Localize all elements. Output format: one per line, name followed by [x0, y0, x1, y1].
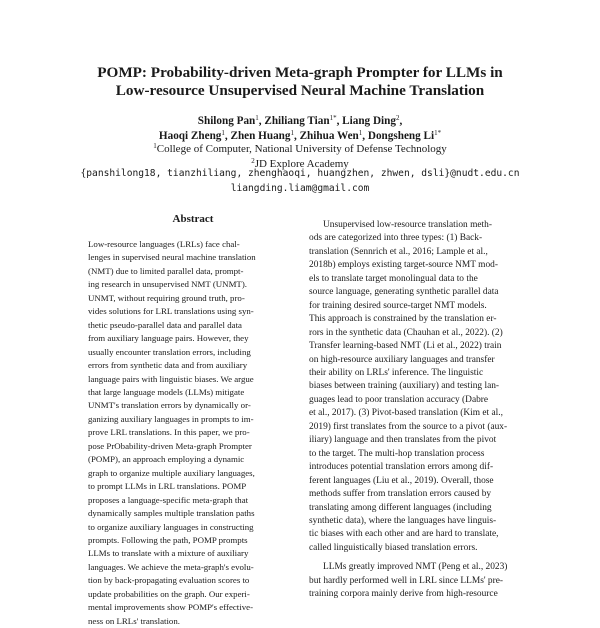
author-name: Dongsheng Li: [367, 130, 435, 142]
text-line: tion by back-propagating evaluation scores to: [88, 575, 250, 586]
text-line: to the target. The multi-hop translation process: [309, 448, 485, 459]
text-line: vides solutions for LRL translations using syn-: [88, 306, 254, 317]
abstract-text: [88, 238, 300, 628]
author-emails: {panshilong18, tianzhiliang, zhenghaoqi, huangzhen, zhwen, dsli}@nudt.edu.cn: [80, 168, 520, 179]
introduction-text: [309, 219, 524, 602]
text-line: ness on LRLs' translation.: [88, 615, 180, 626]
text-line: rors in the synthetic data (Chauhan et al., 2022). (2): [309, 327, 503, 338]
text-line: prove LRL translations. In this paper, we pro-: [88, 427, 250, 438]
author-list-line-1: Shilong Pan$^1$, Zhiliang Tian$^{1*}$, Liang Ding$^2$,: [197, 114, 403, 127]
paper-title-line-1: POMP: Probability-driven Meta-graph Prompter for LLMs in: [97, 64, 503, 81]
text-line: to prompt LLMs in LRL translations. POMP: [88, 481, 247, 492]
text-line: but hardly performed well in LRL since LLMs' pre-: [309, 575, 503, 586]
text-line: mental improvements show POMP's effective-: [88, 602, 254, 613]
paper-title-line-2: Low-resource Unsupervised Neural Machine Translation: [115, 82, 485, 99]
author-email-secondary: liangding.liam@gmail.com: [230, 183, 370, 194]
text-line: proposes a language-specific meta-graph that: [88, 494, 249, 505]
text-line: (NMT) due to limited parallel data, prompt-: [88, 265, 244, 276]
text-line: ods are categorized into three types: (1) Back-: [309, 233, 483, 244]
text-line: from auxiliary language pairs. However, they: [88, 333, 249, 344]
text-line: introduces potential translation errors among dif-: [309, 462, 494, 473]
text-line: methods suffer from translation errors caused by: [309, 489, 492, 500]
text-line: pose PrObability-driven Meta-graph Prompter: [88, 440, 252, 451]
text-line: languages. We achieve the meta-graph's evolu-: [88, 561, 254, 572]
text-line: translation (Sennrich et al., 2016; Lample et al.,: [309, 246, 488, 257]
text-line: biases between training (auxiliary) and testing lan-: [309, 381, 500, 392]
text-line: called linguistically biased translation errors.: [309, 542, 478, 553]
author-name: Zhihua Wen: [299, 130, 359, 142]
text-line: ferent languages (Liu et al., 2019). Overall, those: [309, 475, 494, 486]
text-line: tic biases with each other and are hard to translate,: [309, 529, 499, 540]
text-line: UNMT, without requiring ground truth, pro-: [88, 292, 245, 303]
affiliation-mark: 1: [153, 142, 157, 150]
author-affiliation-mark: 2: [395, 114, 400, 122]
text-line: et al., 2017). (3) Pivot-based translation (Kim et al.,: [309, 408, 503, 419]
text-line: dynamically samples multiple translation paths: [88, 508, 255, 519]
author-name: Haoqi Zheng: [158, 130, 222, 142]
text-line: to organize auxiliary languages in constructing: [88, 521, 254, 532]
author-name: Zhiliang Tian: [264, 115, 330, 127]
author-list-line-2: Haoqi Zheng$^1$, Zhen Huang$^1$, Zhihua Wen$^1$, Dongsheng $Li^{1*}$: [158, 129, 442, 142]
text-line: Transfer learning-based NMT (Li et al., 2022) train: [309, 341, 502, 352]
text-line: prompts. Following the path, POMP prompts: [88, 534, 248, 545]
author-name: Liang Ding: [342, 115, 396, 127]
text-line: Unsupervised low-resource translation meth-: [323, 220, 492, 230]
text-line: guages lead to poor translation accuracy (Dabre: [309, 394, 489, 405]
affiliation-text: JD Explore Academy: [254, 158, 349, 170]
text-line: thetic pseudo-parallel data and parallel data: [88, 319, 242, 330]
text-line: update probabilities on the graph. Our experi-: [88, 588, 250, 599]
author-affiliation-mark: 1: [221, 129, 225, 137]
text-line: on high-resource auxiliary languages and transfer: [309, 354, 495, 365]
text-line: their ability on LRLs' inference. The linguistic: [309, 367, 484, 378]
text-line: that large language models (LLMs) mitigate: [88, 386, 245, 397]
affiliation-mark: 2: [251, 157, 255, 165]
text-line: errors from synthetic data and from auxiliary: [88, 360, 248, 371]
text-line: ganizing auxiliary languages in prompts to im-: [88, 413, 254, 424]
text-line: els to translate target monolingual data to the: [309, 273, 478, 284]
text-line: graph to organize multiple auxiliary languages,: [88, 467, 255, 478]
text-line: 2019) first translates from the source to a pivot (aux-: [309, 421, 508, 432]
text-line: iliary) language and then translates from the pivot: [309, 435, 497, 446]
text-line: UNMT's translation errors by dynamically or-: [88, 400, 251, 411]
text-line: Low-resource languages (LRLs) face chal-: [88, 239, 240, 249]
text-line: LLMs greatly improved NMT (Peng et al., 2023): [323, 562, 508, 573]
author-affiliation-mark: 1*: [434, 129, 442, 137]
text-line: for training desired source-target NMT models.: [309, 300, 487, 311]
text-line: LLMs to translate with a mixture of auxiliary: [88, 548, 249, 559]
text-line: synthetic data), where the languages have linguis-: [309, 515, 497, 526]
text-line: lenges in supervised neural machine translation: [88, 252, 256, 263]
author-affiliation-mark: 1: [255, 114, 259, 122]
text-line: training corpora mainly derive from high-resource: [309, 589, 498, 600]
author-affiliation-mark: 1: [290, 129, 294, 137]
text-line: ing research in unsupervised NMT (UNMT).: [88, 279, 247, 290]
abstract-heading: Abstract: [172, 213, 214, 225]
text-line: 2018b) employs existing target-source NMT mod-: [309, 260, 498, 271]
text-line: translating among different languages (including: [309, 502, 492, 513]
text-line: (POMP), an approach employing a dynamic: [88, 454, 245, 465]
author-affiliation-mark: 1: [358, 129, 363, 137]
text-line: usually encounter translation errors, including: [88, 346, 251, 357]
text-line: This approach is constrained by the translation er-: [309, 314, 497, 325]
author-affiliation-mark: 1*: [329, 114, 337, 122]
text-line: source language, generating synthetic parallel data: [309, 287, 499, 298]
text-line: language pairs with linguistic biases. We argue: [88, 373, 254, 384]
author-name: Zhen Huang: [230, 130, 291, 142]
affiliation-text: College of Computer, National University of Defense Technology: [156, 143, 447, 155]
author-name: Shilong Pan: [197, 115, 256, 127]
